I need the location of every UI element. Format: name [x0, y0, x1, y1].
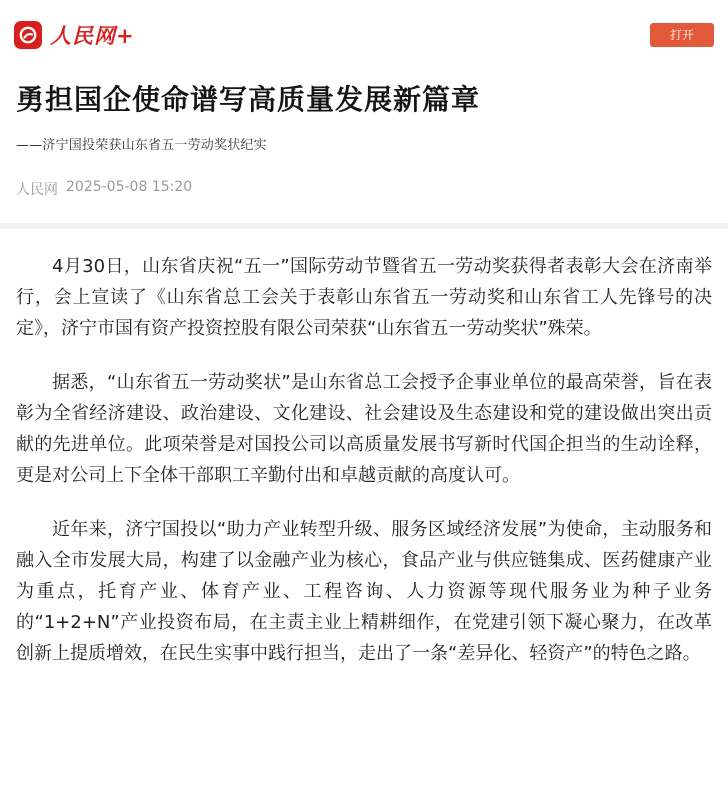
article-body [0, 251, 728, 669]
open-app-button[interactable]: 打开 [650, 23, 714, 47]
article-paragraph-3: 近年来，济宁国投以“助力产业转型升级、服务区域经济发展”为使命，主动服务和融入全市发展大局，构建了以金融产业为核心，食品产业与供应链集成、医药健康产业为重点，托育产业、体育产业、工程咨询、人力资源等现代服务业为种子业务的“1+2+N”产业投资布局，在主责主业上精耕细作，在党建引领下凝心聚力，在改革创新上提质增效，在民生实事中践行担当，走出了一条“差异化、轻资产”的特色之路。 [16, 519, 712, 664]
article-subtitle: ——济宁国投荣获山东省五一劳动奖状纪实 [16, 138, 267, 153]
article-meta [16, 179, 712, 199]
section-divider [0, 223, 728, 229]
article-datetime: 2025-05-08 15:20 [66, 179, 193, 195]
top-bar [0, 0, 728, 70]
article-source: 人民网 [16, 182, 58, 198]
article-paragraph-1: 4月30日，山东省庆祝“五一”国际劳动节暨省五一劳动奖获得者表彰大会在济南举行，会上宣读了《山东省总工会关于表彰山东省五一劳动奖和山东省工人先锋号的决定》，济宁市国有资产投资控股有限公司荣获“山东省五一劳动奖状”殊荣。 [16, 256, 712, 339]
article-paragraph-2: 据悉，“山东省五一劳动奖状”是山东省总工会授予企事业单位的最高荣誉，旨在表彰为全省经济建设、政治建设、文化建设、社会建设及生态建设和党的建设做出突出贡献的先进单位。此项荣誉是对国投公司以高质量发展书写新时代国企担当的生动诠释，更是对公司上下全体干部职工辛勤付出和卓越贡献的高度认可。 [16, 372, 712, 486]
article-title: 勇担国企使命谱写高质量发展新篇章 [16, 83, 481, 116]
brand[interactable] [14, 21, 135, 49]
people-daily-logo-icon [14, 21, 42, 49]
article-header [0, 80, 728, 199]
brand-name: 人民网+ [50, 22, 135, 48]
